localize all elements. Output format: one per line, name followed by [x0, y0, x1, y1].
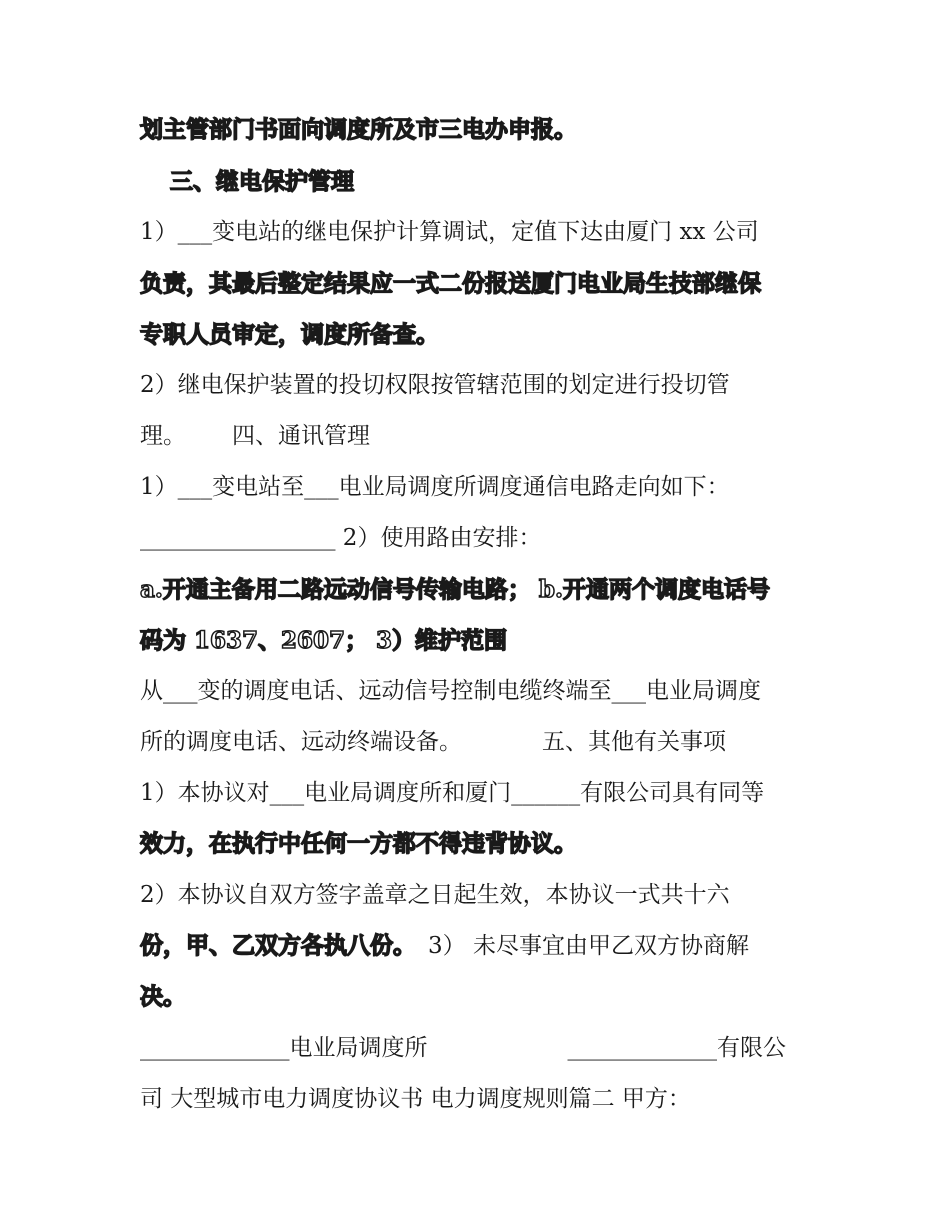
text-line: 2）本协议自双方签字盖章之日起生效，本协议一式共十六: [140, 882, 730, 908]
signature-line: [140, 1033, 830, 1063]
text-line: 码为 1637、2607； 3）维护范围: [140, 627, 508, 654]
text-line: 2）继电保护装置的投切权限按管辖范围的划定进行投切管: [140, 372, 730, 398]
section-heading-communication: 四、通讯管理: [232, 423, 370, 449]
text-line: 效力，在执行中任何一方都不得违背协议。: [140, 830, 577, 857]
text-line: 决。: [140, 983, 186, 1010]
text-line: 从___变的调度电话、远动信号控制电缆终端至___电业局调度: [140, 678, 761, 704]
signature-company: _____________有限公: [567, 1035, 786, 1061]
text-line: 负责，其最后整定结果应一式二份报送厦门电业局生技部继保: [140, 270, 761, 297]
text-line: 专职人员审定，调度所备查。: [140, 321, 439, 348]
text-line: _________________ 2）使用路由安排：: [140, 525, 542, 551]
section-heading-relay-protection: 三、继电保护管理: [170, 168, 354, 195]
text-fragment: 份，甲、乙双方各执八份。: [140, 932, 416, 959]
text-line: [140, 931, 830, 961]
text-line: 司 大型城市电力调度协议书 电力调度规则篇二 甲方：: [140, 1086, 691, 1112]
text-line: 1）___变电站至___电业局调度所调度通信电路走向如下：: [140, 474, 730, 500]
text-fragment: 所的调度电话、远动终端设备。: [140, 729, 462, 755]
text-fragment: 3） 未尽事宜由甲乙双方协商解: [428, 933, 749, 959]
text-line: a.开通主备用二路远动信号传输电路； b.开通两个调度电话号: [140, 576, 771, 603]
text-line: 1）本协议对___电业局调度所和厦门______有限公司具有同等: [140, 780, 765, 806]
signature-dispatch-office: _____________电业局调度所: [140, 1035, 428, 1061]
text-fragment: 理。: [140, 423, 186, 449]
text-line: 划主管部门书面向调度所及市三电办申报。: [140, 116, 577, 143]
text-line: [140, 727, 830, 757]
section-heading-other-matters: 五、其他有关事项: [542, 729, 726, 755]
text-line: 1）___变电站的继电保护计算调试，定值下达由厦门 xx 公司: [140, 219, 759, 245]
text-line: [140, 421, 830, 451]
